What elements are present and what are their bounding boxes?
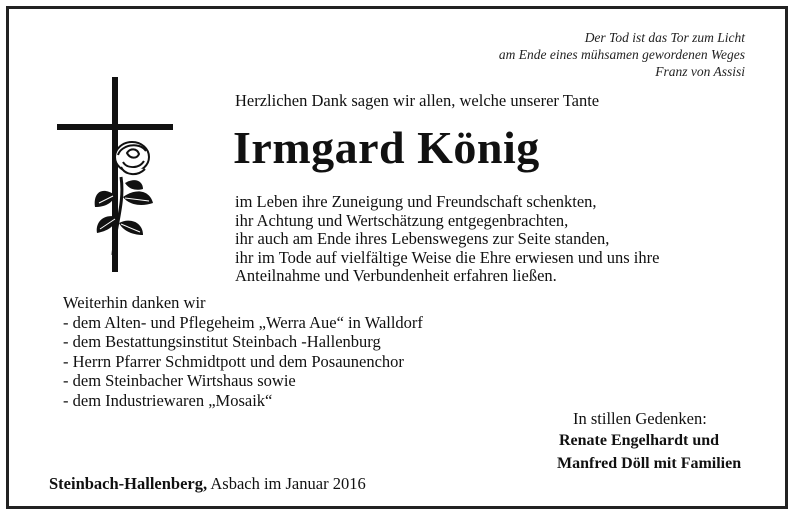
- thanks-item: - dem Alten- und Pflegeheim „Werra Aue“ in Walldorf: [63, 312, 423, 332]
- body-text: [235, 193, 659, 286]
- place-name: Steinbach-Hallenberg,: [49, 474, 208, 493]
- family-name-2: Manfred Döll mit Familien: [557, 455, 742, 472]
- quote-block: [499, 29, 745, 80]
- deceased-name: Irmgard König: [233, 122, 540, 173]
- thanks-list: [63, 293, 423, 410]
- cross-with-rose-icon: [55, 77, 185, 277]
- quote-line-1: Der Tod ist das Tor zum Licht: [584, 30, 745, 45]
- body-line: ihr auch am Ende ihres Lebenswegens zur Seite standen,: [235, 229, 610, 248]
- body-line: Anteilnahme und Verbundenheit erfahren ließen.: [235, 266, 557, 285]
- thanks-heading: Weiterhin danken wir: [63, 293, 206, 312]
- intro-text: Herzlichen Dank sagen wir allen, welche unserer Tante: [235, 91, 600, 110]
- body-line: im Leben ihre Zuneigung und Freundschaft schenkten,: [235, 192, 597, 211]
- obituary-frame: [6, 6, 788, 509]
- date-text: Asbach im Januar 2016: [207, 474, 366, 493]
- in-memory-label: In stillen Gedenken:: [573, 409, 707, 428]
- thanks-item: - dem Bestattungsinstitut Steinbach -Hallenburg: [63, 332, 381, 351]
- place-date: [49, 474, 366, 494]
- body-line: ihr Achtung und Wertschätzung entgegenbrachten,: [235, 210, 569, 230]
- quote-author: Franz von Assisi: [655, 64, 745, 79]
- thanks-item: - dem Steinbacher Wirtshaus sowie: [63, 371, 296, 390]
- thanks-item: - dem Industriewaren „Mosaik“: [63, 390, 273, 410]
- family-name-1: Renate Engelhardt und: [559, 432, 720, 449]
- body-line: ihr im Tode auf vielfältige Weise die Ehre erwiesen und uns ihre: [235, 247, 660, 267]
- quote-line-2: am Ende eines mühsamen gewordenen Weges: [498, 47, 745, 62]
- thanks-item: - Herrn Pfarrer Schmidtpott und dem Posaunenchor: [63, 351, 404, 371]
